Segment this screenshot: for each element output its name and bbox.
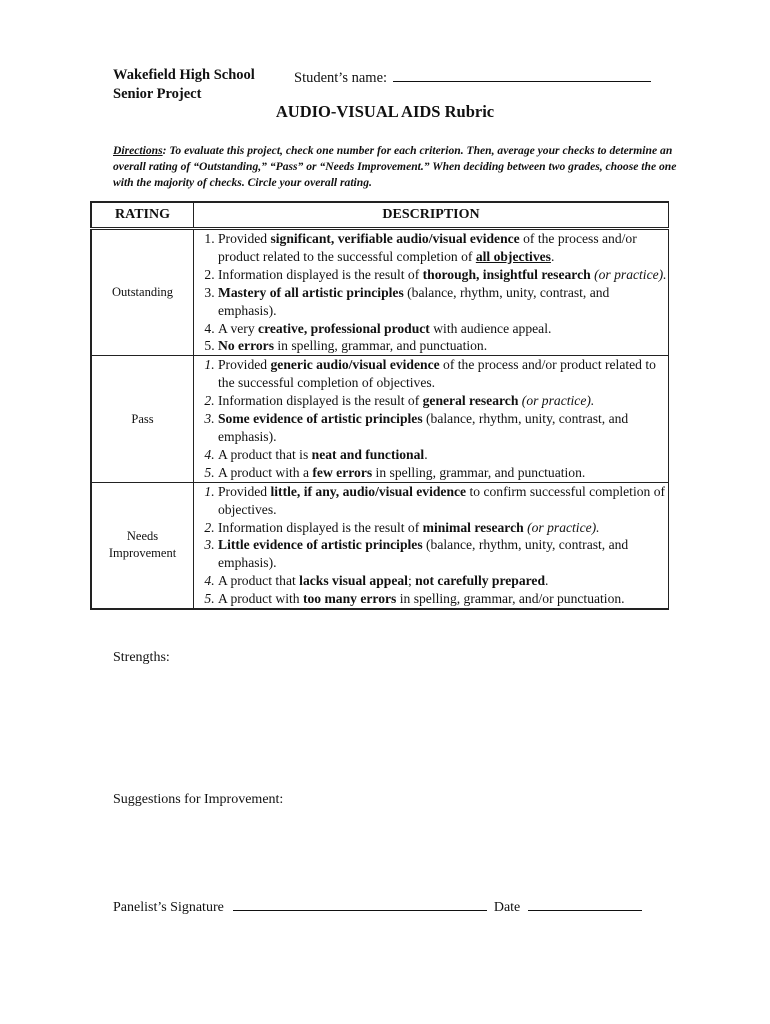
signature-row (113, 897, 642, 916)
directions-label: Directions (113, 144, 163, 157)
rubric-header-row (91, 202, 669, 229)
criterion-item: 5. A product with too many errors in spelling, grammar, and/or punctuation. (218, 590, 668, 608)
student-name-field (294, 66, 651, 88)
criterion-item: 4. A very creative, professional product with audience appeal. (218, 320, 668, 338)
signature-line[interactable] (233, 897, 487, 911)
criterion-item: 3. Some evidence of artistic principles (balance, rhythm, unity, contrast, and emphasis). (218, 410, 668, 446)
rubric-row (91, 482, 669, 609)
rating-cell: Outstanding (91, 229, 194, 356)
criteria-list (194, 230, 668, 355)
criterion-item: 1. Provided little, if any, audio/visual evidence to confirm successful completion of objectives. (218, 483, 668, 519)
school-name: Wakefield High School (113, 67, 255, 83)
strengths-label: Strengths: (113, 650, 170, 665)
description-cell (194, 356, 669, 482)
criterion-item: 4. A product that is neat and functional. (218, 446, 668, 464)
description-column-header: DESCRIPTION (194, 202, 669, 229)
date-line[interactable] (528, 897, 642, 911)
description-cell (194, 229, 669, 356)
criterion-item: 4. A product that lacks visual appeal; not carefully prepared. (218, 572, 668, 590)
criterion-item: 2. Information displayed is the result of minimal research (or practice). (218, 519, 668, 537)
criteria-list (194, 483, 668, 608)
rubric-row (91, 356, 669, 482)
criterion-item: 2. Information displayed is the result of general research (or practice). (218, 392, 668, 410)
rubric-body (91, 229, 669, 610)
rubric-row (91, 229, 669, 356)
description-cell (194, 482, 669, 609)
criterion-item: 1. Provided significant, verifiable audio/visual evidence of the process and/or product related to the successful completion of all objectives. (218, 230, 668, 266)
school-header (113, 66, 255, 104)
student-name-line[interactable] (393, 66, 651, 82)
suggestions-label: Suggestions for Improvement: (113, 792, 284, 807)
student-name-label: Student’s name: (294, 70, 388, 86)
rating-cell: Needs Improvement (91, 482, 194, 609)
criterion-item: 1. Provided generic audio/visual evidence of the process and/or product related to the successful completion of objectives. (218, 356, 668, 392)
criterion-item: 3. Mastery of all artistic principles (balance, rhythm, unity, contrast, and emphasis). (218, 284, 668, 320)
date-label: Date (493, 900, 521, 915)
criterion-item: 2. Information displayed is the result of thorough, insightful research (or practice). (218, 266, 668, 284)
criterion-item: 3. Little evidence of artistic principles (balance, rhythm, unity, contrast, and emphasis). (218, 536, 668, 572)
criteria-list (194, 356, 668, 481)
criterion-item: 5. A product with a few errors in spelling, grammar, and punctuation. (218, 464, 668, 482)
rating-column-header: RATING (91, 202, 194, 229)
criterion-item: 5. No errors in spelling, grammar, and punctuation. (218, 337, 668, 355)
rating-cell: Pass (91, 356, 194, 482)
signature-label: Panelist’s Signature (113, 900, 224, 915)
project-name: Senior Project (113, 86, 202, 102)
page-title: AUDIO-VISUAL AIDS Rubric (275, 102, 495, 121)
rubric-table (90, 201, 669, 610)
directions-paragraph (113, 143, 688, 190)
directions-text: : To evaluate this project, check one number for each criterion. Then, average your checks to determine an overall rating of “Outstanding,” “Pass” or “Needs Improvement.” When deciding between two grades, choose the one with the majority of checks. Circle your overall rating. (113, 144, 677, 189)
